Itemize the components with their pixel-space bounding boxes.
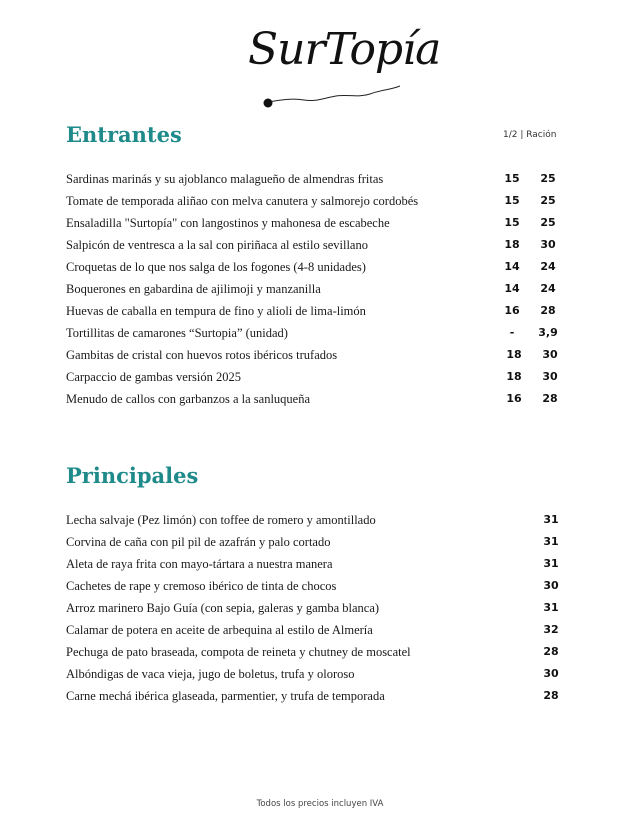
dish-name: Pechuga de pato braseada, compota de reineta y chutney de moscatel: [66, 645, 411, 659]
full-price: 30: [542, 370, 558, 383]
full-price: 28: [542, 392, 558, 405]
dish-name: Menudo de callos con garbanzos a la sanluqueña: [66, 392, 311, 406]
price: 32: [543, 623, 559, 636]
dish-name: Carne mechá ibérica glaseada, parmentier, y trufa de temporada: [66, 689, 385, 703]
price: 31: [543, 513, 559, 526]
menu-item: [66, 641, 566, 663]
price-column-header: 1/2 | Ración: [503, 130, 557, 140]
menu-item: [66, 168, 566, 190]
dish-name: Ensaladilla "Surtopía" con langostinos y mahonesa de escabeche: [66, 216, 390, 230]
menu-item: [66, 234, 566, 256]
half-price: 14: [504, 260, 520, 273]
menu-item: [66, 575, 566, 597]
full-price: 28: [540, 304, 556, 317]
dish-name: Huevas de caballa en tempura de fino y alioli de lima-limón: [66, 304, 366, 318]
half-price: 15: [504, 194, 520, 207]
dish-name: Tortillitas de camarones “Surtopia” (unidad): [66, 326, 288, 340]
half-price: 16: [506, 392, 522, 405]
half-price: 15: [504, 216, 520, 229]
principales-title: Principales: [66, 463, 199, 488]
full-price: 25: [540, 172, 556, 185]
price: 31: [543, 601, 559, 614]
full-price: 24: [540, 260, 556, 273]
dish-name: Boquerones en gabardina de ajilimoji y manzanilla: [66, 282, 321, 296]
full-price: 24: [540, 282, 556, 295]
price: 31: [543, 535, 559, 548]
menu-item: [66, 663, 566, 685]
menu-item: [66, 685, 566, 707]
full-price: 25: [540, 194, 556, 207]
half-price: 16: [504, 304, 520, 317]
menu-item: [66, 388, 566, 410]
full-price: 30: [540, 238, 556, 251]
menu-item: [66, 322, 566, 344]
menu-item: [66, 190, 566, 212]
dish-name: Aleta de raya frita con mayo-tártara a nuestra manera: [66, 557, 333, 571]
menu-item: [66, 597, 566, 619]
dish-name: Cachetes de rape y cremoso ibérico de tinta de chocos: [66, 579, 337, 593]
footer-note: Todos los precios incluyen IVA: [256, 799, 384, 809]
half-price: 14: [504, 282, 520, 295]
dish-name: Sardinas marinás y su ajoblanco malagueño de almendras fritas: [66, 172, 384, 186]
entrantes-list: [66, 168, 566, 410]
dish-name: Lecha salvaje (Pez limón) con toffee de romero y amontillado: [66, 513, 376, 527]
half-price: 18: [506, 370, 522, 383]
full-price: 30: [542, 348, 558, 361]
full-price: 3,9: [538, 326, 558, 339]
dish-name: Salpicón de ventresca a la sal con piriñaca al estilo sevillano: [66, 238, 368, 252]
price: 28: [543, 689, 559, 702]
half-price: 18: [504, 238, 520, 251]
price: 30: [543, 579, 559, 592]
logo: [240, 24, 441, 118]
full-price: 25: [540, 216, 556, 229]
price: 31: [543, 557, 559, 570]
half-price: 18: [506, 348, 522, 361]
menu-item: [66, 531, 566, 553]
entrantes-title: Entrantes: [66, 122, 182, 147]
dish-name: Carpaccio de gambas versión 2025: [66, 370, 241, 384]
menu-item: [66, 553, 566, 575]
menu-item: [66, 256, 566, 278]
menu-item: [66, 212, 566, 234]
dish-name: Arroz marinero Bajo Guía (con sepia, galeras y gamba blanca): [66, 601, 380, 615]
logo-text: SurTopía: [248, 24, 441, 75]
dish-name: Corvina de caña con pil pil de azafrán y palo cortado: [66, 535, 331, 549]
price: 28: [543, 645, 559, 658]
menu-item: [66, 509, 566, 531]
price: 30: [543, 667, 559, 680]
dish-name: Gambitas de cristal con huevos rotos ibéricos trufados: [66, 348, 338, 362]
menu-item: [66, 300, 566, 322]
menu-item: [66, 278, 566, 300]
menu-item: [66, 366, 566, 388]
half-price: 15: [504, 172, 520, 185]
dish-name: Albóndigas de vaca vieja, jugo de boletus, trufa y oloroso: [66, 667, 355, 681]
dish-name: Calamar de potera en aceite de arbequina al estilo de Almería: [66, 623, 373, 637]
half-price: -: [509, 326, 515, 339]
dish-name: Tomate de temporada aliñao con melva canutera y salmorejo cordobés: [66, 194, 419, 208]
menu-item: [66, 619, 566, 641]
dish-name: Croquetas de lo que nos salga de los fogones (4-8 unidades): [66, 260, 366, 274]
menu-item: [66, 344, 566, 366]
principales-list: [66, 509, 566, 707]
